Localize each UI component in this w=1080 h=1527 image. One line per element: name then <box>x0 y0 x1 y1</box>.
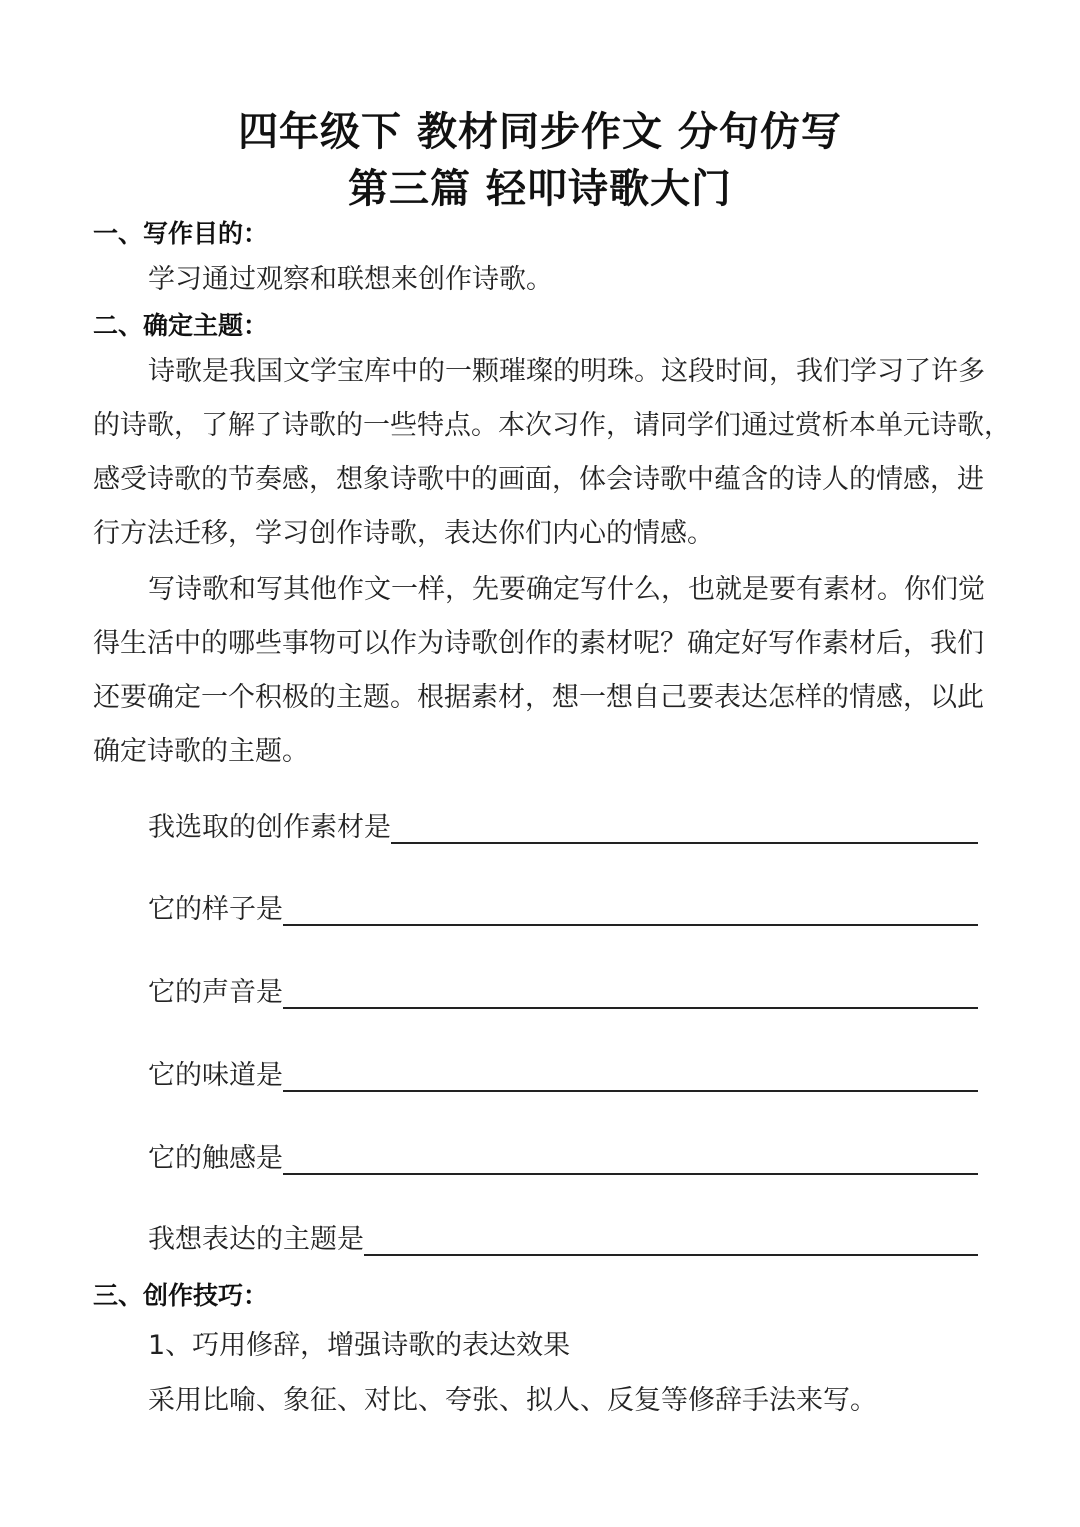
fill-label: 我想表达的主题是 <box>148 1224 364 1255</box>
technique-item-1-desc: 采用比喻、象征、对比、夸张、拟人、反复等修辞手法来写。 <box>148 1385 877 1416</box>
touch-answer-blank[interactable] <box>283 1139 978 1175</box>
fill-row-appearance <box>148 888 978 928</box>
taste-answer-blank[interactable] <box>283 1056 978 1092</box>
section-heading-purpose: 一、写作目的： <box>93 219 269 248</box>
fill-row-material <box>148 806 978 846</box>
fill-row-touch <box>148 1137 978 1177</box>
paragraph-line: 行方法迁移，学习创作诗歌，表达你们内心的情感。 <box>93 518 714 549</box>
purpose-text: 学习通过观察和联想来创作诗歌。 <box>148 264 553 295</box>
fill-row-theme <box>148 1218 978 1258</box>
page-subtitle: 第三篇 轻叩诗歌大门 <box>348 166 732 212</box>
theme-paragraph-1 <box>93 345 1011 561</box>
fill-label: 它的样子是 <box>148 894 283 925</box>
theme-answer-blank[interactable] <box>364 1220 978 1256</box>
paragraph-line: 还要确定一个积极的主题。根据素材，想一想自己要表达怎样的情感，以此 <box>93 682 984 713</box>
fill-row-sound <box>148 971 978 1011</box>
section-heading-technique: 三、创作技巧： <box>93 1281 269 1310</box>
paragraph-line: 诗歌是我国文学宝库中的一颗璀璨的明珠。这段时间，我们学习了许多 <box>148 356 985 387</box>
page-title: 四年级下 教材同步作文 分句仿写 <box>238 109 842 155</box>
theme-paragraph-2 <box>93 563 993 779</box>
appearance-answer-blank[interactable] <box>283 890 978 926</box>
material-answer-blank[interactable] <box>391 808 978 844</box>
paragraph-line: 确定诗歌的主题。 <box>93 736 309 767</box>
paragraph-line: 的诗歌，了解了诗歌的一些特点。本次习作，请同学们通过赏析本单元诗歌， <box>93 410 1011 441</box>
fill-row-taste <box>148 1054 978 1094</box>
paragraph-line: 写诗歌和写其他作文一样，先要确定写什么，也就是要有素材。你们觉 <box>148 574 985 605</box>
paragraph-line: 感受诗歌的节奏感，想象诗歌中的画面，体会诗歌中蕴含的诗人的情感，进 <box>93 464 984 495</box>
fill-label: 它的味道是 <box>148 1060 283 1091</box>
fill-label: 它的触感是 <box>148 1143 283 1174</box>
fill-label: 它的声音是 <box>148 977 283 1008</box>
fill-label: 我选取的创作素材是 <box>148 812 391 843</box>
paragraph-line: 得生活中的哪些事物可以作为诗歌创作的素材呢？确定好写作素材后，我们 <box>93 628 984 659</box>
section-heading-theme: 二、确定主题： <box>93 311 269 340</box>
technique-item-1: 1、巧用修辞，增强诗歌的表达效果 <box>148 1330 571 1361</box>
sound-answer-blank[interactable] <box>283 973 978 1009</box>
